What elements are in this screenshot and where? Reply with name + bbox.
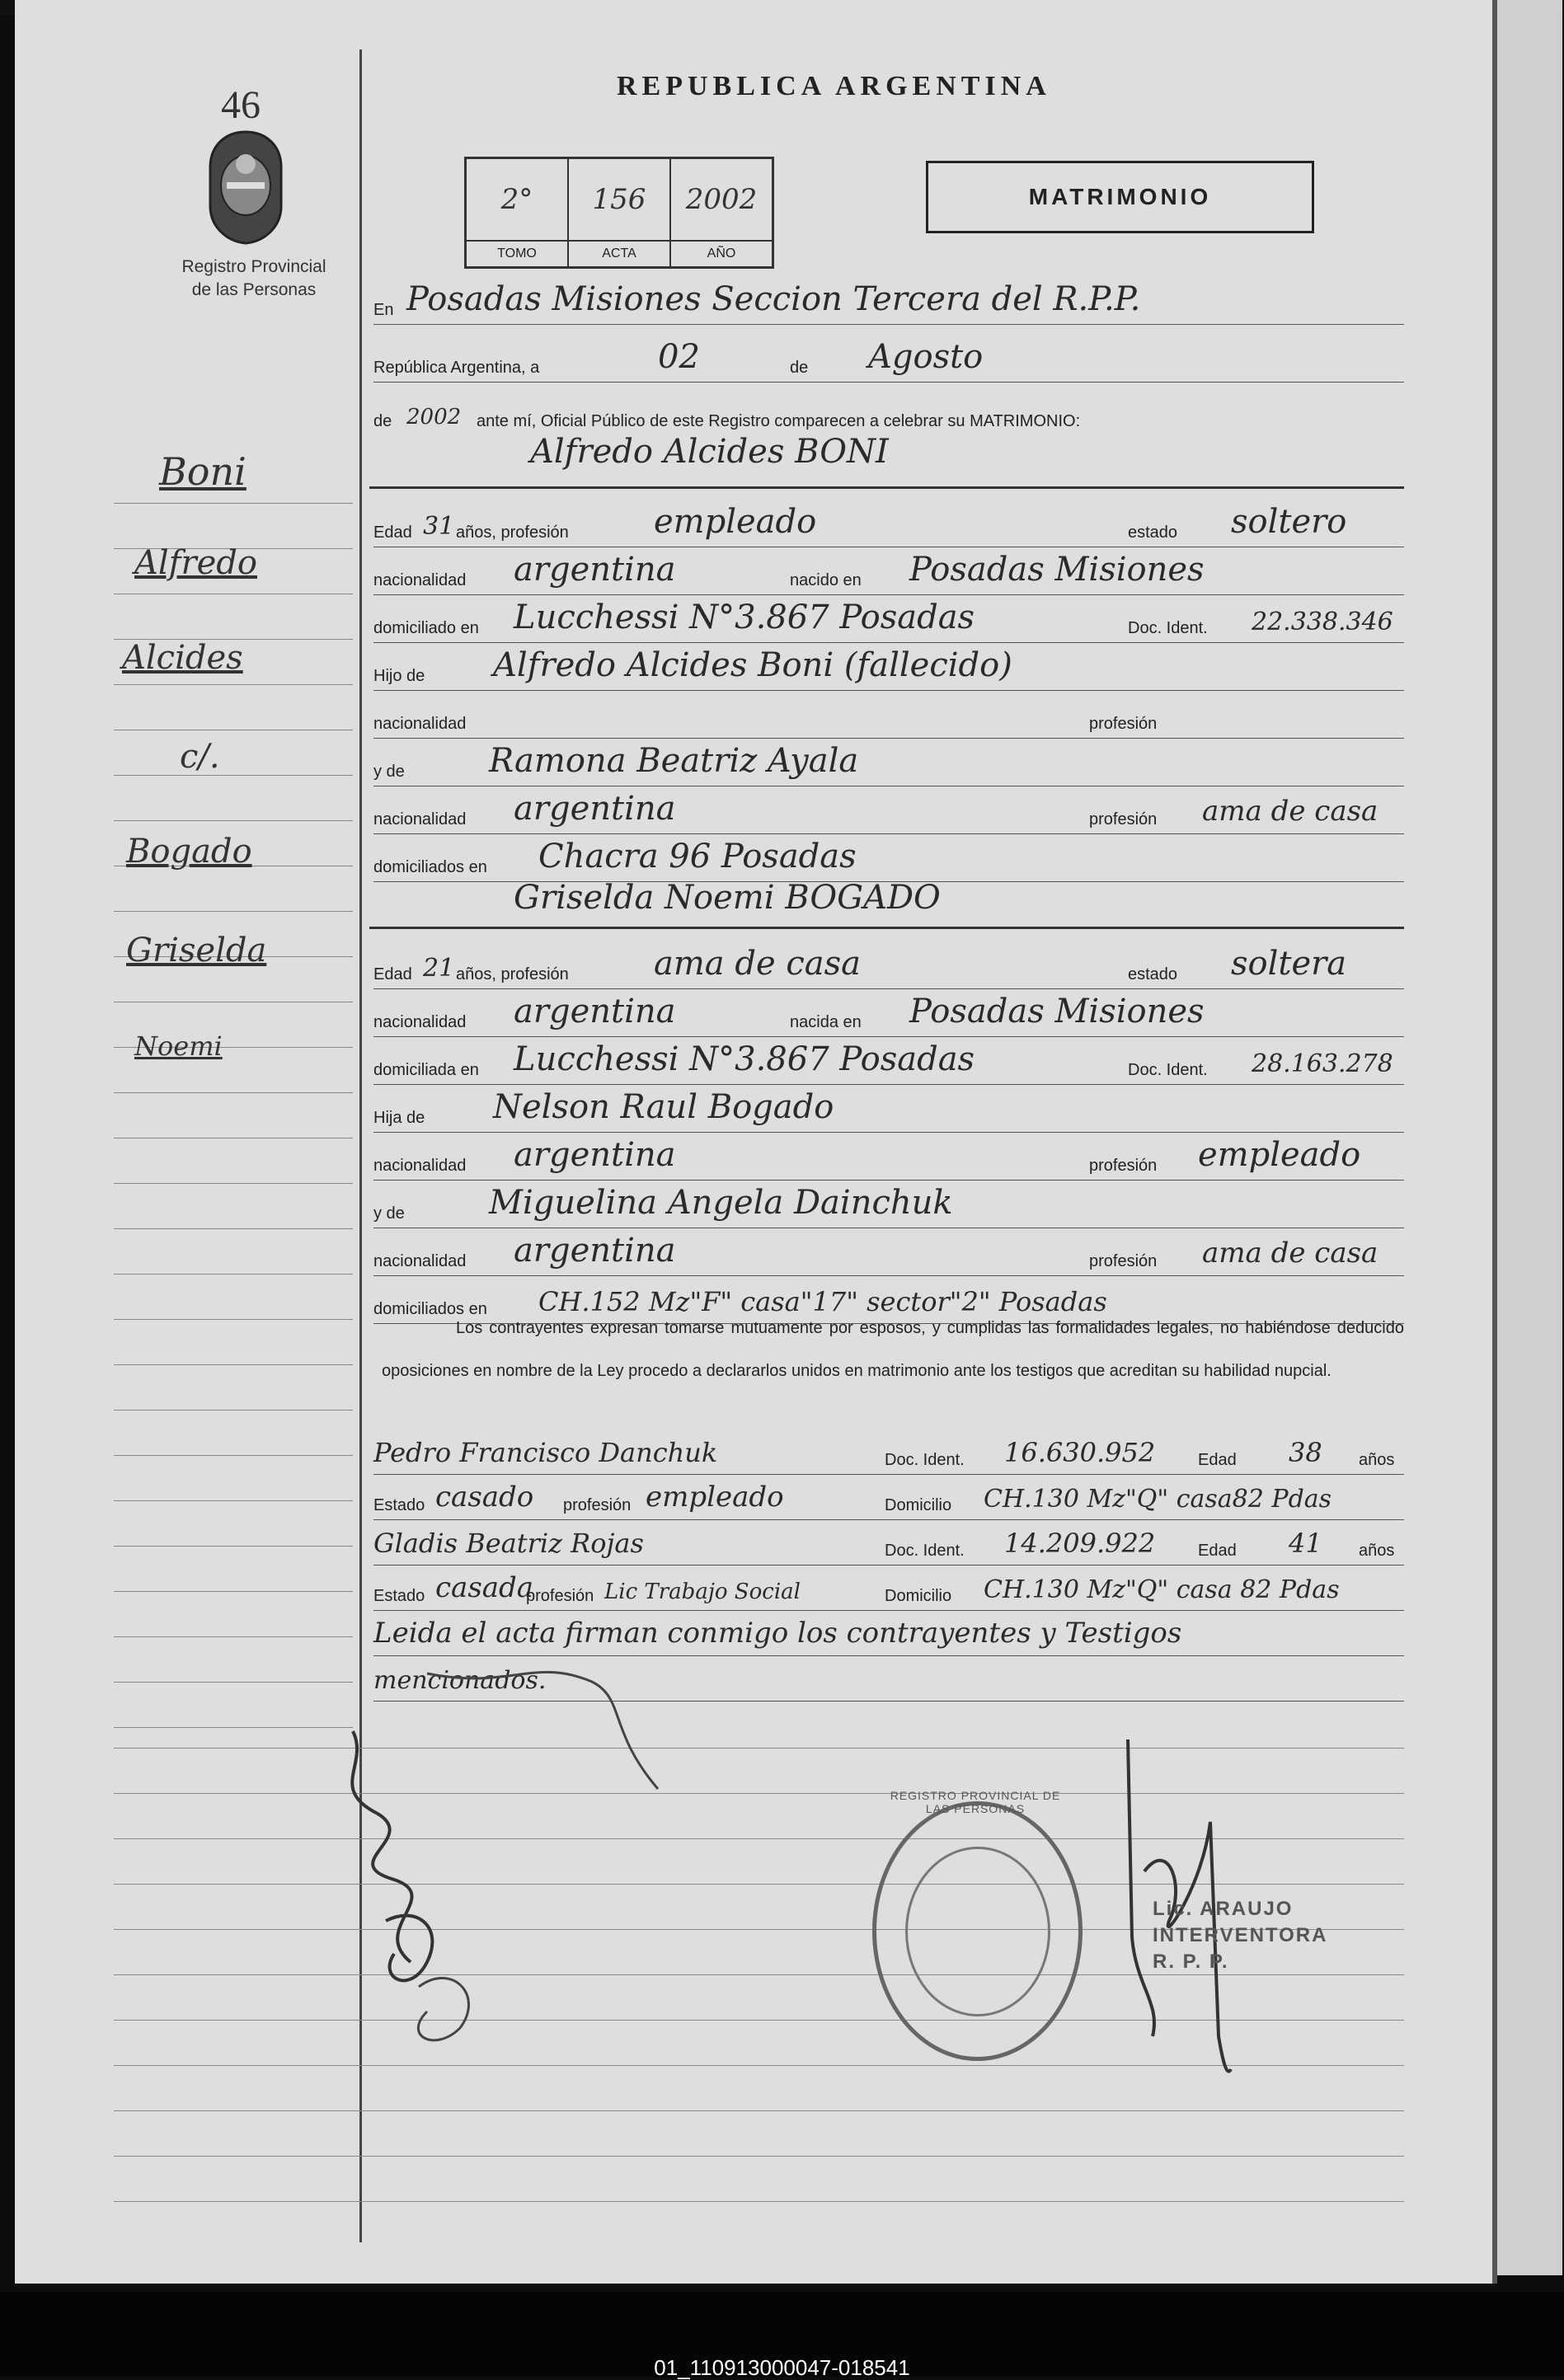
margin-note-word: Alfredo	[134, 544, 257, 582]
bride-mother-nationality: argentina	[514, 1232, 676, 1270]
witness2-name: Gladis Beatriz Rojas	[373, 1528, 644, 1559]
row-witness1-name	[373, 1430, 1404, 1480]
groom-birthplace: Posadas Misiones	[909, 551, 1205, 589]
estado-label: Estado	[373, 1496, 425, 1514]
bride-nationality: argentina	[514, 993, 676, 1030]
profesion-label: profesión	[526, 1587, 594, 1605]
coat-of-arms-icon	[200, 128, 291, 247]
profesion-label: años, profesión	[456, 523, 569, 542]
estado-label: Estado	[373, 1587, 425, 1605]
nacida-label: nacida en	[790, 1013, 862, 1031]
anio-label: AÑO	[671, 240, 772, 266]
tomo-value: 2°	[500, 183, 533, 216]
hijo-label: Hijo de	[373, 667, 425, 685]
row-date	[373, 338, 1404, 387]
bride-full-name: Griselda Noemi BOGADO	[514, 879, 941, 917]
official-stamp-line: Lic. ARAUJO	[1153, 1898, 1294, 1920]
country-heading: REPUBLICA ARGENTINA	[617, 71, 1051, 101]
edad-label: Edad	[373, 965, 412, 983]
y-de-label: y de	[373, 763, 405, 781]
row-groom-age	[373, 503, 1404, 552]
profesion-label: profesión	[563, 1496, 632, 1514]
witness1-age: 38	[1289, 1437, 1322, 1468]
margin-note-word: c/.	[180, 738, 220, 776]
row-bride-father	[373, 1088, 1404, 1138]
doc-label: Doc. Ident.	[885, 1542, 965, 1560]
row-bride-nationality	[373, 993, 1404, 1042]
groom-mother: Ramona Beatriz Ayala	[489, 742, 859, 780]
edad-label: Edad	[1198, 1451, 1237, 1469]
groom-father: Alfredo Alcides Boni (fallecido)	[493, 646, 1012, 684]
bride-age: 21	[423, 954, 455, 983]
registry-name	[147, 256, 361, 302]
reference-table	[464, 157, 774, 269]
section-rule	[369, 927, 1404, 929]
groom-age: 31	[423, 512, 455, 541]
appear-text: ante mí, Oficial Público de este Registro comparecen a celebrar su MATRIMONIO:	[477, 412, 1081, 430]
domicilio-label: Domicilio	[885, 1587, 952, 1605]
row-bride-father-nat	[373, 1136, 1404, 1185]
file-code: 01_110913000047-018541	[654, 2355, 910, 2380]
closing-line-2: mencionados.	[373, 1666, 547, 1695]
row-place	[373, 280, 1404, 330]
edad-label: Edad	[373, 523, 412, 542]
row-groom-mother-nat	[373, 790, 1404, 839]
row-witness2-details	[373, 1566, 1404, 1616]
closing-line-1: Leida el acta firman conmigo los contrayentes y Testigos	[373, 1617, 1182, 1650]
section-rule	[369, 486, 1404, 489]
bride-mother: Miguelina Angela Dainchuk	[489, 1184, 953, 1222]
groom-status: soltero	[1231, 503, 1347, 541]
margin-note-word: Bogado	[126, 833, 252, 871]
parents-dom-label: domiciliados en	[373, 858, 487, 876]
register-page	[15, 0, 1497, 2284]
domicilio-label: Domicilio	[885, 1496, 952, 1514]
y-de-label: y de	[373, 1204, 405, 1223]
registry-line-2: de las Personas	[191, 280, 317, 299]
mother-prof-label: profesión	[1089, 1252, 1158, 1270]
bride-address: Lucchessi N°3.867 Posadas	[514, 1040, 975, 1078]
edad-label: Edad	[1198, 1542, 1237, 1560]
margin-note-word: Griselda	[126, 932, 267, 969]
groom-profession: empleado	[654, 503, 817, 541]
witness2-doc: 14.209.922	[1004, 1528, 1156, 1559]
acta-cell	[569, 159, 671, 266]
groom-address: Lucchessi N°3.867 Posadas	[514, 599, 975, 636]
domiciliado-label: domiciliado en	[373, 619, 479, 637]
doc-label: Doc. Ident.	[885, 1451, 965, 1469]
groom-nationality: argentina	[514, 551, 676, 589]
hija-label: Hija de	[373, 1109, 425, 1127]
bride-birthplace: Posadas Misiones	[909, 993, 1205, 1030]
nacido-label: nacido en	[790, 571, 862, 589]
row-bride-address	[373, 1040, 1404, 1090]
row-groom-address	[373, 599, 1404, 648]
row-groom-mother	[373, 742, 1404, 791]
anio-cell	[671, 159, 772, 266]
groom-full-name: Alfredo Alcides BONI	[530, 433, 889, 471]
doc-label: Doc. Ident.	[1128, 619, 1208, 637]
row-bride-age	[373, 945, 1404, 994]
official-stamp-line: R. P. P.	[1153, 1950, 1229, 1973]
year-value: 2002	[406, 405, 462, 430]
tomo-cell	[467, 159, 569, 266]
declaration-text: Los contrayentes expresan tomarse mutuamente por esposos, y cumplidas las formalidades legales, no habiéndose deducido oposiciones en nombre de la Ley procedo a declararlos unidos en matrimonio ante los testigos que acreditan su habilidad nupcial.	[382, 1319, 1404, 1380]
page-number: 46	[221, 83, 261, 127]
bride-doc: 28.163.278	[1252, 1049, 1393, 1078]
row-bride-mother	[373, 1184, 1404, 1233]
row-groom-father	[373, 646, 1404, 696]
row-closing-1	[373, 1612, 1404, 1661]
adjacent-page	[1496, 0, 1562, 2275]
row-groom-father-nat	[373, 694, 1404, 744]
row-groom-nationality	[373, 551, 1404, 600]
month-value: Agosto	[868, 338, 984, 376]
nacionalidad-label: nacionalidad	[373, 571, 467, 589]
acta-label: ACTA	[569, 240, 669, 266]
father-prof-label: profesión	[1089, 1157, 1158, 1175]
witness2-profession: Lic Trabajo Social	[604, 1580, 801, 1604]
estado-label: estado	[1128, 965, 1178, 983]
witness1-profession: empleado	[646, 1481, 784, 1514]
official-stamp-line: INTERVENTORA	[1153, 1924, 1328, 1946]
de-label: de	[790, 359, 809, 377]
bride-father-nationality: argentina	[514, 1136, 676, 1174]
stamp-ring-text: REGISTRO PROVINCIAL DE LAS PERSONAS	[890, 1789, 1061, 1815]
doc-label: Doc. Ident.	[1128, 1061, 1208, 1079]
tomo-label: TOMO	[467, 240, 567, 266]
nacionalidad-label: nacionalidad	[373, 1013, 467, 1031]
registry-line-1: Registro Provincial	[181, 257, 326, 276]
witness1-address: CH.130 Mz"Q" casa82 Pdas	[984, 1485, 1332, 1514]
witness2-age: 41	[1289, 1528, 1322, 1559]
row-bride-name	[373, 879, 1404, 928]
margin-note-word: Noemi	[134, 1030, 223, 1062]
groom-mother-nationality: argentina	[514, 790, 676, 828]
mother-nac-label: nacionalidad	[373, 810, 467, 829]
row-witness2-name	[373, 1521, 1404, 1570]
place-value: Posadas Misiones Seccion Tercera del R.P.P.	[406, 280, 1141, 318]
parents-dom-label: domiciliados en	[373, 1300, 487, 1318]
groom-doc: 22.338.346	[1252, 608, 1393, 636]
bride-status: soltera	[1231, 945, 1347, 983]
father-nac-label: nacionalidad	[373, 1157, 467, 1175]
margin-note-word: Alcides	[122, 639, 243, 677]
domiciliada-label: domiciliada en	[373, 1061, 479, 1079]
anos-label: años	[1359, 1451, 1395, 1469]
row-witness1-details	[373, 1476, 1404, 1525]
republica-label: República Argentina, a	[373, 359, 540, 377]
witness1-doc: 16.630.952	[1004, 1437, 1156, 1468]
en-label: En	[373, 301, 394, 319]
father-prof-label: profesión	[1089, 715, 1158, 733]
estado-label: estado	[1128, 523, 1178, 542]
bride-mother-profession: ama de casa	[1202, 1237, 1378, 1270]
witness1-name: Pedro Francisco Danchuk	[373, 1437, 718, 1468]
witness2-address: CH.130 Mz"Q" casa 82 Pdas	[984, 1575, 1340, 1604]
profesion-label: años, profesión	[456, 965, 569, 983]
mother-prof-label: profesión	[1089, 810, 1158, 829]
de2-label: de	[373, 412, 392, 430]
anos-label: años	[1359, 1542, 1395, 1560]
official-stamp-text	[1153, 1896, 1327, 1975]
bride-profession: ama de casa	[654, 945, 861, 983]
anio-value: 2002	[685, 183, 758, 216]
bride-father: Nelson Raul Bogado	[493, 1088, 834, 1126]
groom-parents-address: Chacra 96 Posadas	[538, 838, 857, 875]
row-groom-name	[373, 433, 1404, 482]
day-value: 02	[658, 338, 700, 376]
father-nac-label: nacionalidad	[373, 715, 467, 733]
document-type-box: MATRIMONIO	[926, 161, 1314, 233]
oficial-initial-icon	[411, 1657, 707, 1822]
witness1-status: casado	[435, 1481, 534, 1514]
row-bride-mother-nat	[373, 1232, 1404, 1281]
acta-value: 156	[592, 183, 646, 216]
groom-mother-profession: ama de casa	[1202, 795, 1378, 828]
stamp-inner-ring	[905, 1847, 1050, 2016]
margin-note-word: Boni	[159, 449, 247, 494]
bride-father-profession: empleado	[1198, 1136, 1361, 1174]
witness2-status: casada	[435, 1571, 534, 1604]
bride-parents-address: CH.152 Mz"F" casa"17" sector"2" Posadas	[538, 1286, 1107, 1317]
mother-nac-label: nacionalidad	[373, 1252, 467, 1270]
